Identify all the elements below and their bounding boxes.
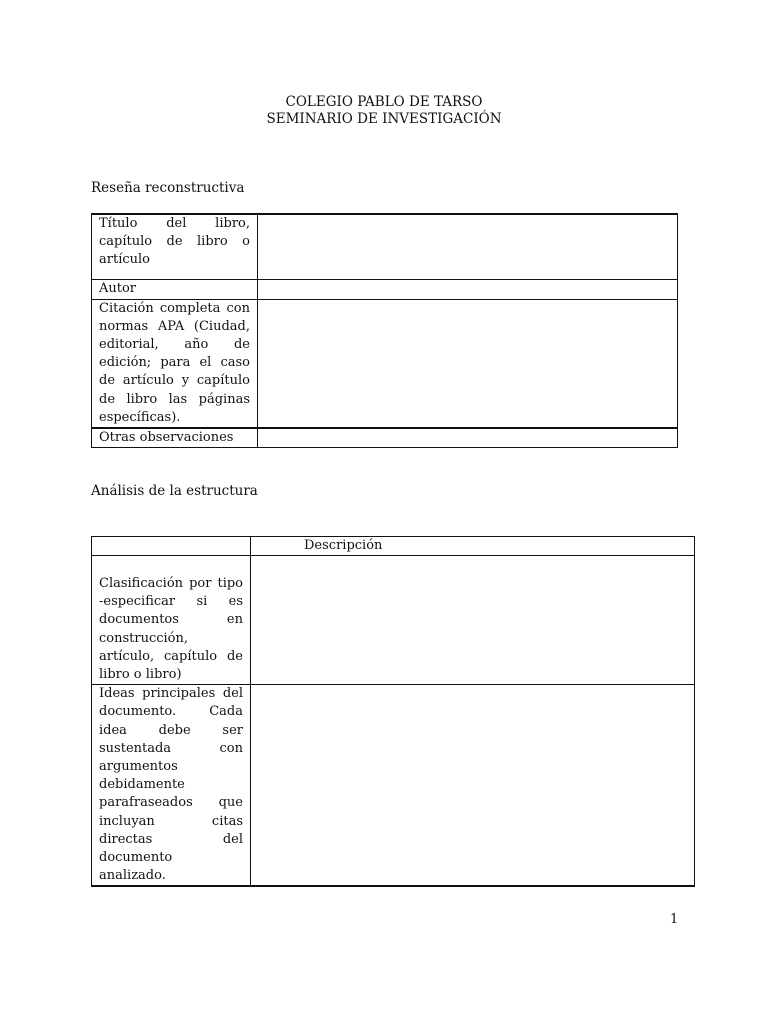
table-row: [92, 556, 695, 685]
header-cell-empty: [92, 537, 251, 556]
table-header-row: [92, 537, 695, 556]
table-row: [92, 299, 678, 428]
section-title-analisis: Análisis de la estructura: [91, 483, 258, 499]
row-label-clasificacion: Clasificación por tipo -especificar si es documentos en construcción, artículo, capítulo de libro o libro): [92, 556, 251, 685]
table-row: [92, 685, 695, 887]
page-number: 1: [670, 912, 679, 927]
table-row: [92, 214, 678, 279]
seminar-name: SEMINARIO DE INVESTIGACIÓN: [266, 111, 502, 127]
table-row: [92, 279, 678, 299]
analisis-table: [91, 536, 695, 887]
table-row: [92, 428, 678, 448]
row-value-titulo[interactable]: [258, 214, 678, 279]
row-label-titulo: Título del libro, capítulo de libro o artículo: [92, 214, 258, 279]
row-label-ideas: Ideas principales del documento. Cada idea debe ser sustentada con argumentos debidamente parafraseados que incluyan citas directas del documento analizado.: [92, 685, 251, 887]
row-value-clasificacion[interactable]: [251, 556, 695, 685]
school-name: COLEGIO PABLO DE TARSO: [285, 94, 483, 110]
row-value-observaciones[interactable]: [258, 428, 678, 448]
row-value-ideas[interactable]: [251, 685, 695, 887]
row-value-autor[interactable]: [258, 279, 678, 299]
row-label-citacion: Citación completa con normas APA (Ciudad, editorial, año de edición; para el caso de artículo y capítulo de libro las páginas específicas).: [92, 299, 258, 428]
header-cell-descripcion: Descripción: [251, 537, 695, 556]
row-value-citacion[interactable]: [258, 299, 678, 428]
row-label-observaciones: Otras observaciones: [92, 428, 258, 448]
document-header: [0, 94, 768, 128]
resena-table: [91, 213, 678, 448]
row-label-autor: Autor: [92, 279, 258, 299]
section-title-resena: Reseña reconstructiva: [91, 180, 245, 196]
